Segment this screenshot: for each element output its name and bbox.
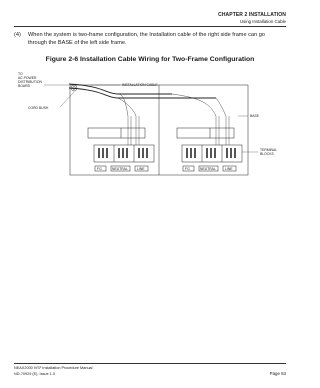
left-panel [88, 128, 145, 138]
label-base: BASE [250, 114, 260, 118]
section-title: Using Installation Cable [239, 19, 286, 24]
label-fg-right: FG [185, 166, 190, 171]
label-ac-power: TO AC POWER DISTRIBUTION BOARD [18, 72, 42, 88]
wiring-diagram [14, 68, 286, 188]
right-panel [177, 128, 234, 138]
label-installation-cable: INSTALLATION CABLE [122, 83, 158, 87]
figure-title: Figure 2-6 Installation Cable Wiring for Two-Frame Configuration [45, 56, 255, 63]
page-number: Page 53 [269, 371, 286, 376]
step-number: (4) [14, 32, 21, 38]
footer-doc-number: ND-70929 (E), Issue 1.0 [14, 372, 55, 376]
label-cord-bush: CORD BUSH [28, 106, 49, 110]
footer-manual-title: NEAX2000 IVS² Installation Procedure Manual [14, 366, 93, 370]
step-text: When the system is two-frame configuration, the Installation cable of the right side frame can go through the BASE of the left side frame. [28, 32, 265, 46]
label-line-right: LINE [225, 166, 233, 171]
chapter-title: CHAPTER 2 INSTALLATION [218, 12, 286, 18]
installation-cable-right [69, 88, 216, 98]
label-terminal-blocks: TERMINAL BLOCKS [260, 148, 278, 156]
label-fg-left: FG [97, 166, 102, 171]
header-rule [14, 26, 286, 27]
label-neutral-right: NEUTRAL [200, 166, 216, 171]
label-neutral-left: NEUTRAL [112, 166, 128, 171]
footer-rule [14, 363, 286, 364]
label-line-left: LINE [137, 166, 145, 171]
